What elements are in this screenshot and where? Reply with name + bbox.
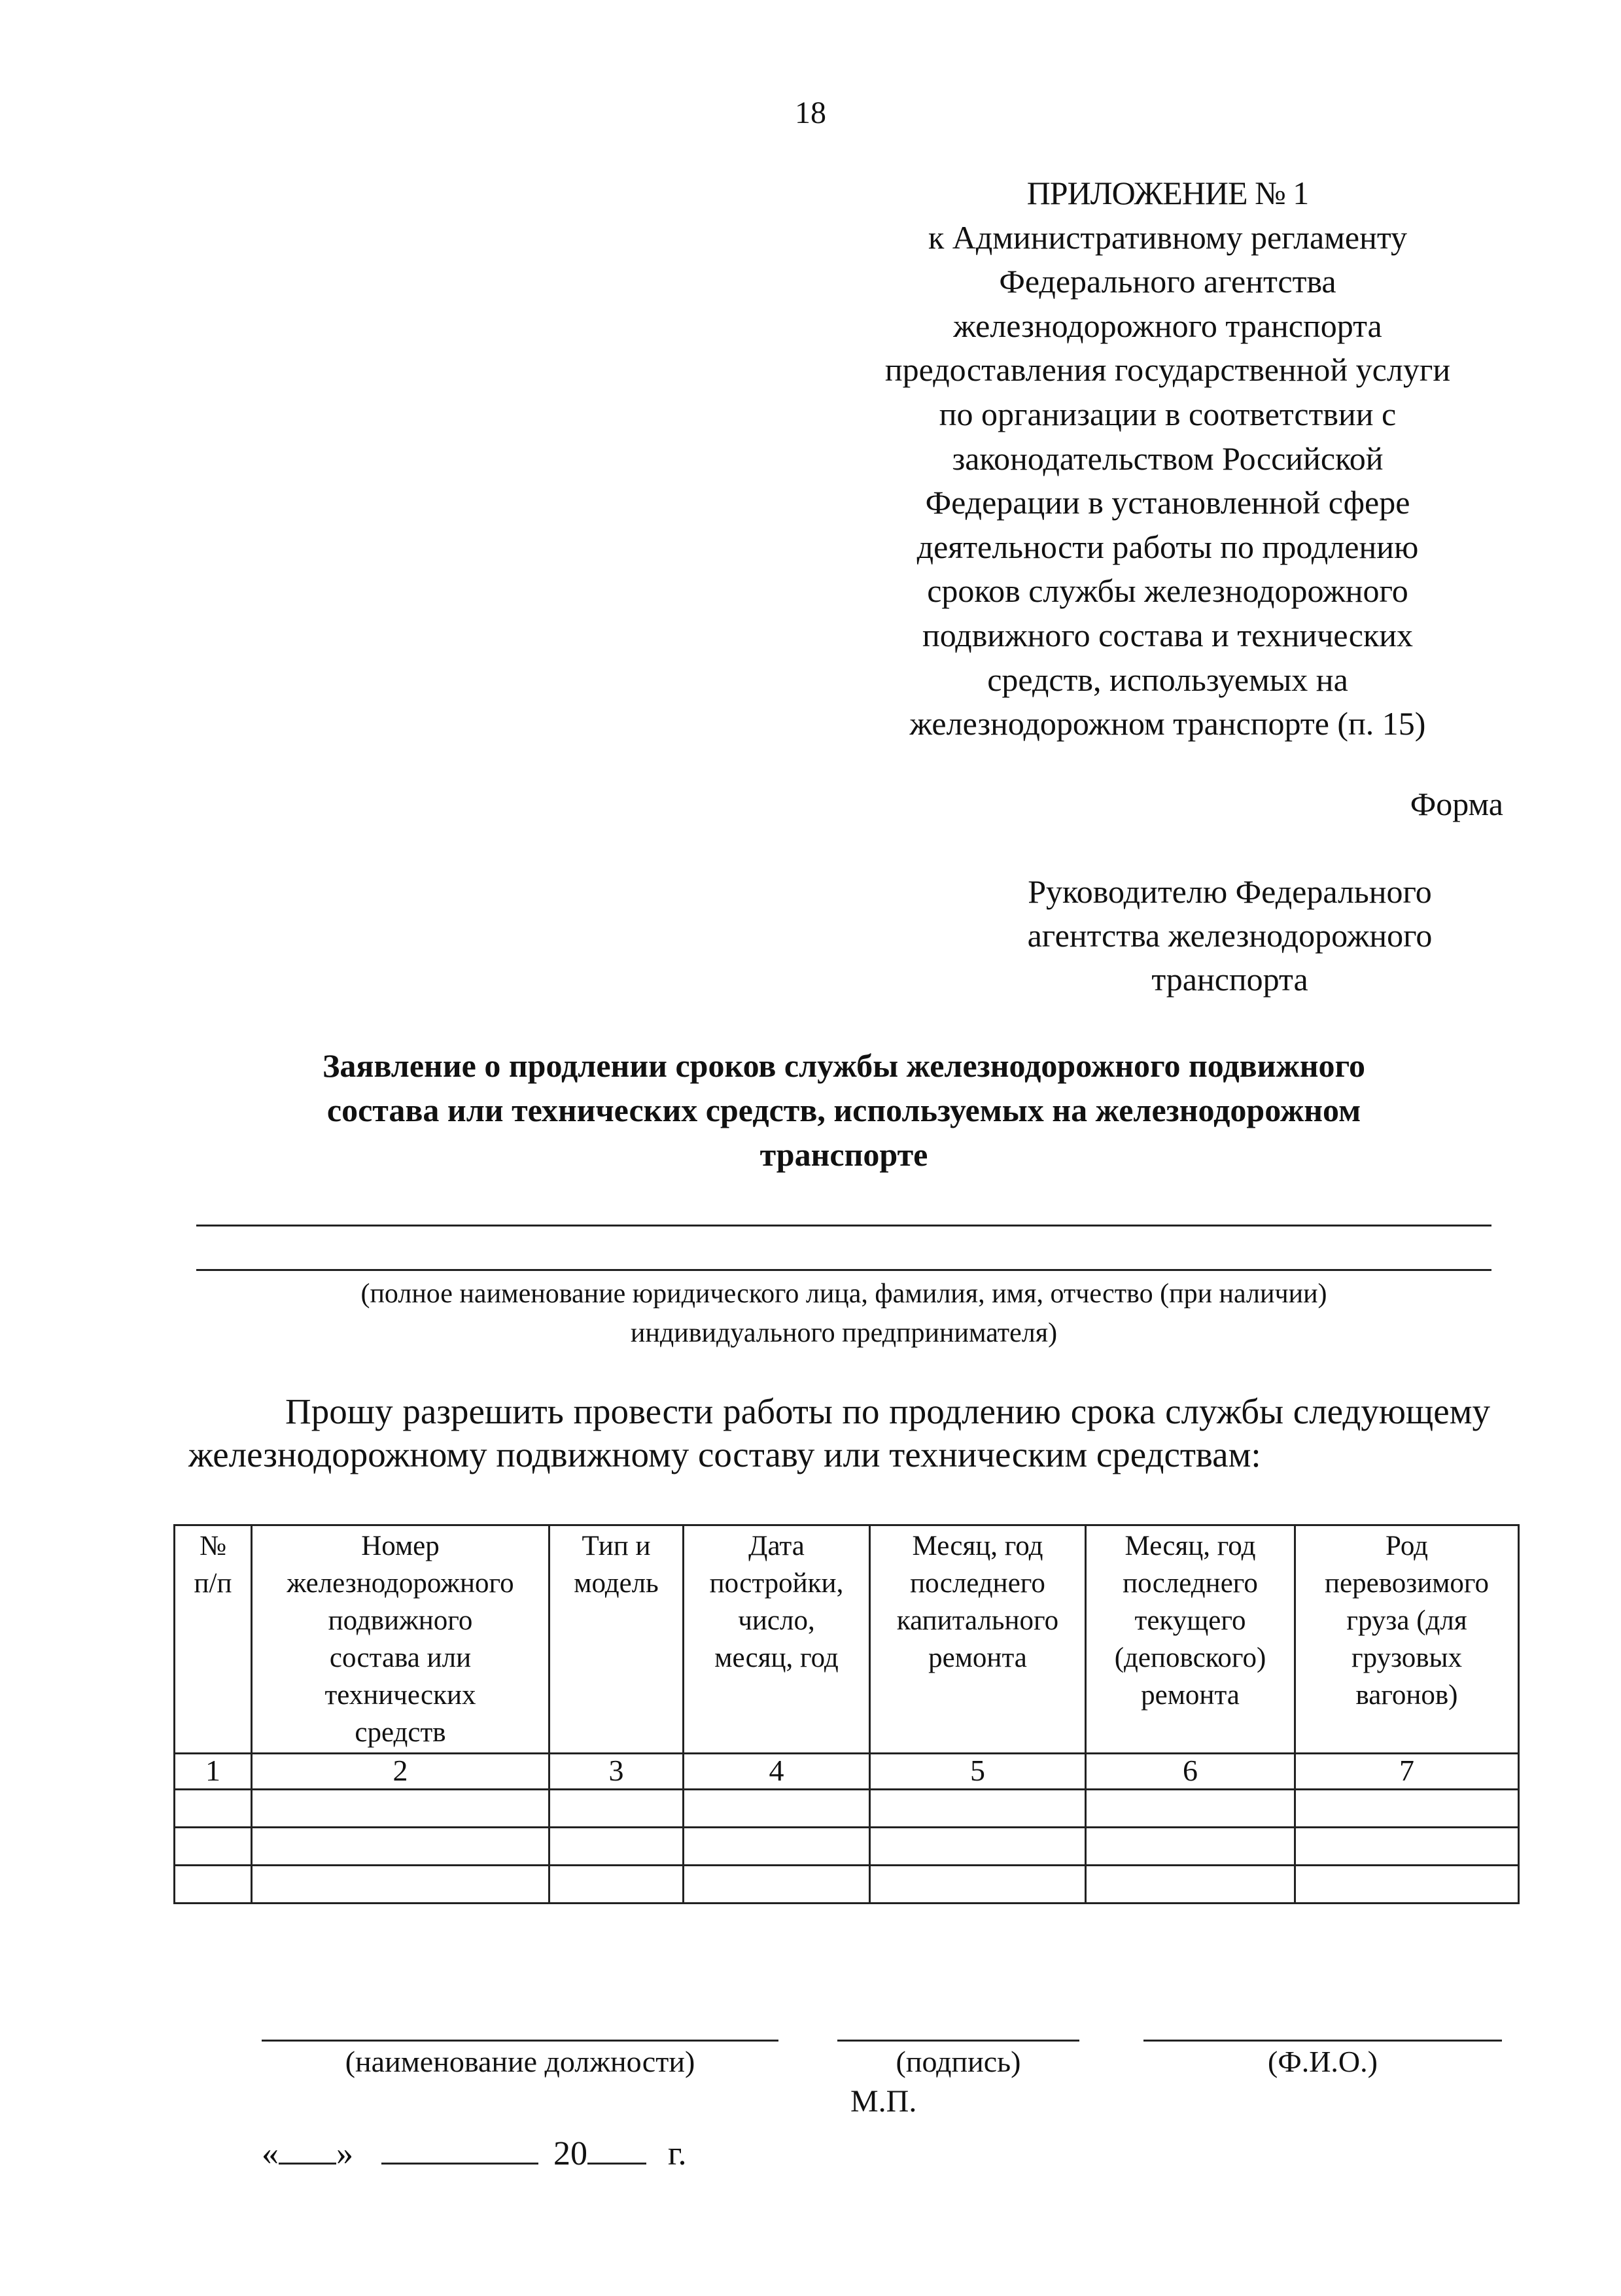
table-cell[interactable] <box>1295 1790 1519 1828</box>
addressee-line: транспорта <box>1151 961 1308 998</box>
appendix-line: сроков службы железнодорожного <box>927 572 1408 610</box>
year-suffix: г. <box>668 2135 687 2172</box>
table-cell[interactable] <box>252 1828 549 1866</box>
table-row <box>175 1790 1519 1828</box>
table-cell[interactable] <box>549 1866 684 1904</box>
table-cell[interactable] <box>684 1828 870 1866</box>
table-cell[interactable] <box>252 1790 549 1828</box>
table-cell[interactable] <box>1295 1828 1519 1866</box>
table-cell[interactable] <box>870 1866 1086 1904</box>
position-caption: (наименование должности) <box>345 2045 695 2078</box>
document-heading <box>196 1043 1491 1177</box>
header-cell <box>252 1525 549 1754</box>
header-line: грузовых <box>1351 1643 1462 1673</box>
header-cell <box>549 1525 684 1754</box>
header-line: Номер <box>361 1531 440 1561</box>
heading-line: Заявление о продлении сроков службы железнодорожного подвижного <box>322 1047 1365 1084</box>
month-field[interactable] <box>381 2132 538 2165</box>
header-line: постройки, <box>709 1568 844 1599</box>
page-number: 18 <box>795 96 826 130</box>
header-line: перевозимого <box>1325 1568 1489 1599</box>
header-line: технических <box>324 1680 476 1711</box>
header-line: текущего <box>1134 1605 1246 1636</box>
table-cell[interactable] <box>684 1790 870 1828</box>
header-line: п/п <box>194 1568 232 1599</box>
header-cell <box>175 1525 252 1754</box>
header-cell <box>1295 1525 1519 1754</box>
appendix-line: железнодорожном транспорте (п. 15) <box>909 705 1426 742</box>
column-number: 6 <box>1086 1754 1295 1790</box>
caption-line: индивидуального предпринимателя) <box>630 1318 1058 1348</box>
position-line[interactable] <box>262 2040 778 2042</box>
table-cell[interactable] <box>1086 1790 1295 1828</box>
table-cell[interactable] <box>175 1828 252 1866</box>
header-line: последнего <box>910 1568 1045 1599</box>
name-line[interactable] <box>1143 2040 1502 2042</box>
addressee-line: Руководителю Федерального <box>1028 873 1432 910</box>
header-cell <box>870 1525 1086 1754</box>
header-line: подвижного <box>328 1605 473 1636</box>
applicant-caption <box>196 1274 1491 1353</box>
appendix-line: к Административному регламенту <box>928 218 1408 256</box>
date-line <box>262 2132 686 2173</box>
header-line: средств <box>355 1717 446 1748</box>
appendix-line: законодательством Российской <box>952 440 1384 477</box>
header-line: число, <box>738 1605 815 1636</box>
applicant-name-line-2[interactable] <box>196 1269 1491 1271</box>
header-line: ремонта <box>1141 1680 1240 1711</box>
appendix-block <box>811 171 1524 746</box>
table-header-row <box>175 1525 1519 1754</box>
table-cell[interactable] <box>870 1790 1086 1828</box>
appendix-line: Федерального агентства <box>999 263 1336 300</box>
addressee-line: агентства железнодорожного <box>1027 917 1433 954</box>
name-caption: (Ф.И.О.) <box>1268 2045 1378 2078</box>
header-line: месяц, год <box>714 1643 839 1673</box>
appendix-line: предоставления государственной услуги <box>884 351 1451 389</box>
table-cell[interactable] <box>1086 1828 1295 1866</box>
header-line: Месяц, год <box>1124 1531 1256 1561</box>
column-number-row <box>175 1754 1519 1790</box>
column-number: 5 <box>870 1754 1086 1790</box>
appendix-line: железнодорожного транспорта <box>953 307 1382 344</box>
header-line: модель <box>574 1568 659 1599</box>
signature-line[interactable] <box>837 2040 1079 2042</box>
open-quote: « <box>262 2135 279 2172</box>
table-cell[interactable] <box>252 1866 549 1904</box>
form-label: Форма <box>1410 786 1503 822</box>
table-cell[interactable] <box>549 1790 684 1828</box>
table-row <box>175 1866 1519 1904</box>
year-prefix: 20 <box>553 2135 587 2172</box>
table-cell[interactable] <box>175 1866 252 1904</box>
header-line: ремонта <box>928 1643 1027 1673</box>
caption-line: (полное наименование юридического лица, фамилия, имя, отчество (при наличии) <box>360 1279 1327 1309</box>
header-line: Тип и <box>582 1531 651 1561</box>
header-line: вагонов) <box>1355 1680 1458 1711</box>
table-cell[interactable] <box>175 1790 252 1828</box>
column-number: 7 <box>1295 1754 1519 1790</box>
table-cell[interactable] <box>549 1828 684 1866</box>
appendix-line: подвижного состава и технических <box>922 616 1414 653</box>
heading-line: состава или технических средств, используемых на железнодорожном <box>326 1092 1361 1128</box>
header-line: последнего <box>1123 1568 1258 1599</box>
appendix-title: ПРИЛОЖЕНИЕ № 1 <box>1026 175 1309 211</box>
header-line: Род <box>1386 1531 1428 1561</box>
appendix-line: средств, используемых на <box>987 661 1348 698</box>
header-line: железнодорожного <box>287 1568 514 1599</box>
table-row <box>175 1828 1519 1866</box>
header-line: состава или <box>329 1643 472 1673</box>
appendix-line: деятельности работы по продлению <box>916 528 1419 565</box>
rolling-stock-table <box>173 1524 1520 1904</box>
column-number: 2 <box>252 1754 549 1790</box>
header-line: Дата <box>748 1531 805 1561</box>
table-cell[interactable] <box>684 1866 870 1904</box>
year-field[interactable] <box>587 2132 646 2165</box>
request-text: Прошу разрешить провести работы по продлению срока службы следующему железнодорожному подвижному составу или техническим средствам: <box>188 1391 1490 1474</box>
table-cell[interactable] <box>870 1828 1086 1866</box>
table-cell[interactable] <box>1295 1866 1519 1904</box>
heading-line: транспорте <box>759 1136 928 1173</box>
column-number: 4 <box>684 1754 870 1790</box>
stamp-placeholder: М.П. <box>850 2084 917 2119</box>
addressee-block <box>975 870 1485 1001</box>
header-line: (деповского) <box>1114 1643 1266 1673</box>
signature-caption: (подпись) <box>896 2045 1021 2078</box>
column-number: 3 <box>549 1754 684 1790</box>
header-line: № <box>199 1531 227 1561</box>
close-quote: » <box>336 2135 353 2172</box>
appendix-line: Федерации в установленной сфере <box>925 484 1410 521</box>
table-cell[interactable] <box>1086 1866 1295 1904</box>
header-line: груза (для <box>1346 1605 1467 1636</box>
header-line: Месяц, год <box>912 1531 1043 1561</box>
day-field[interactable] <box>279 2132 336 2165</box>
header-cell <box>684 1525 870 1754</box>
appendix-line: по организации в соответствии с <box>939 395 1397 432</box>
header-cell <box>1086 1525 1295 1754</box>
table-body <box>175 1790 1519 1904</box>
applicant-name-line-1[interactable] <box>196 1225 1491 1226</box>
header-line: капитального <box>896 1605 1059 1636</box>
column-number: 1 <box>175 1754 252 1790</box>
